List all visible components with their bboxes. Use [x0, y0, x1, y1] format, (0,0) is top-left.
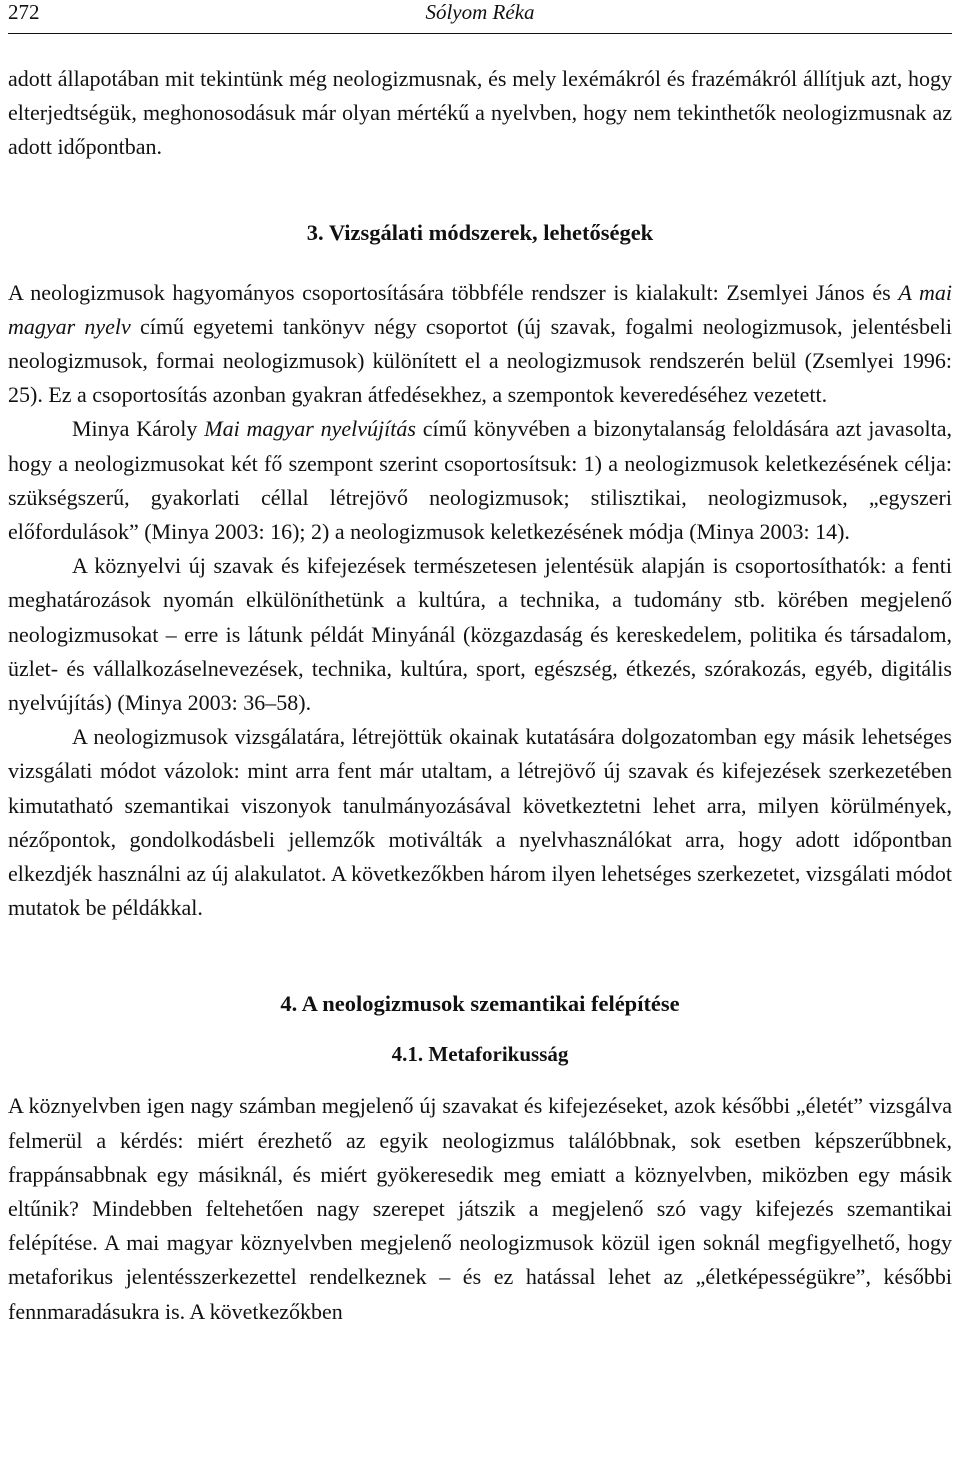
paragraph-3-1: [8, 276, 952, 413]
running-head: [8, 0, 952, 30]
paragraph-3-3: A köznyelvi új szavak és kifejezések természetesen jelentésük alapján is csoportosíthatók: a fenti meghatározások nyomán elkülöníthetünk a kultúra, a technika, a tudomány stb. körében megjelenő neologizmusokat – erre is látunk példát Minyánál (közgazdaság és kereskedelem, politika és társadalom, üzlet- és vállalkozáselnevezések, technika, kultúra, sport, egészség, étkezés, szórakozás, egyéb, digitális nyelvújítás) (Minya 2003: 36–58).: [8, 553, 952, 716]
subsection-heading-4-1: 4.1. Metaforikusság: [391, 1042, 569, 1067]
header-rule: [8, 33, 952, 34]
paragraph-3-2-part-b: című könyvében a bizonytalanság feloldására azt javasolta, hogy a neologizmusokat két fő szempont szerint csoportosítsuk: 1) a neologizmusok keletkezésének célja: szükségszerű, gyakorlati céllal létrejövő neologizmusok; stilisztikai, neologizmusok, „egyszeri előfordulások” (Minya 2003: 16); 2) a neologizmusok keletkezésének módja (Minya 2003: 14).: [8, 416, 952, 545]
paragraph-4-1: A köznyelvben igen nagy számban megjelenő új szavakat és kifejezéseket, azok későbbi „életét” vizsgálva felmerül a kérdés: miért érezhető az egyik neologizmus találóbbnak, sok esetben képszerűbbnek, frappánsabbnak egy másiknál, és miért gyökeresedik meg emiatt a köznyelvben, miközben egy másik eltűnik? Mindebben feltehetően nagy szerepet játszik a megjelenő szó vagy kifejezés szemantikai felépítése. A mai magyar köznyelvben megjelenő neologizmusok közül igen soknál megfigyelhető, hogy metaforikus jelentésszerkezettel rendelkeznek – és ez hatással lehet az „életképességükre”, későbbi fennmaradásukra is. A következőkben: [8, 1093, 952, 1324]
paragraph-3-4: A neologizmusok vizsgálatára, létrejöttük okainak kutatására dolgozatomban egy másik lehetséges vizsgálati módot vázolok: mint arra fent már utaltam, a létrejövő új szavak és kifejezések szerkezetében kimutatható szemantikai viszonyok tanulmányozásával következtetni lehet arra, milyen körülmények, nézőpontok, gondolkodásbeli jellemzők motiválták a nyelvhasználókat arra, hogy adott időpontban elkezdjék használni az új alakulatot. A következőkben három ilyen lehetséges szerkezetet, vizsgálati módot mutatok be példákkal.: [8, 724, 952, 921]
paragraph-3-2-part-a: Minya Károly: [72, 416, 205, 442]
article-body: [8, 62, 952, 1329]
book-title-a-mai-magyar-nyelv: A mai magyar nyelv: [8, 279, 952, 339]
page-number: 272: [8, 0, 40, 24]
paragraph-3-1-part-a: A neologizmusok hagyományos csoportosítására többféle rendszer is kialakult: Zsemlyei János és: [8, 279, 899, 305]
section-heading-4: 4. A neologizmusok szemantikai felépítése: [280, 991, 680, 1017]
section-heading-3: 3. Vizsgálati módszerek, lehetőségek: [306, 219, 654, 245]
paragraph-intro: adott állapotában mit tekintünk még neologizmusnak, és mely lexémákról és frazémákról állítjuk azt, hogy elterjedtségük, meghonosodásuk már olyan mértékű a nyelvben, hogy nem tekinthetők neologizmusnak az adott időpontban.: [8, 66, 952, 160]
paragraph-3-2: [8, 412, 952, 549]
book-title-mai-magyar-nyelvujitas: Mai magyar nyelvújítás: [204, 416, 416, 442]
running-head-author: Sólyom Réka: [425, 0, 535, 24]
paragraph-3-1-part-b: című egyetemi tankönyv négy csoportot (új szavak, fogalmi neologizmusok, jelentésbeli neologizmusok, formai neologizmusok) különített el a neologizmusok rendszerén belül (Zsemlyei 1996: 25). Ez a csoportosítás azonban gyakran átfedésekhez, a szempontok keveredéséhez vezetett.: [8, 313, 952, 408]
page: [8, 0, 952, 1324]
